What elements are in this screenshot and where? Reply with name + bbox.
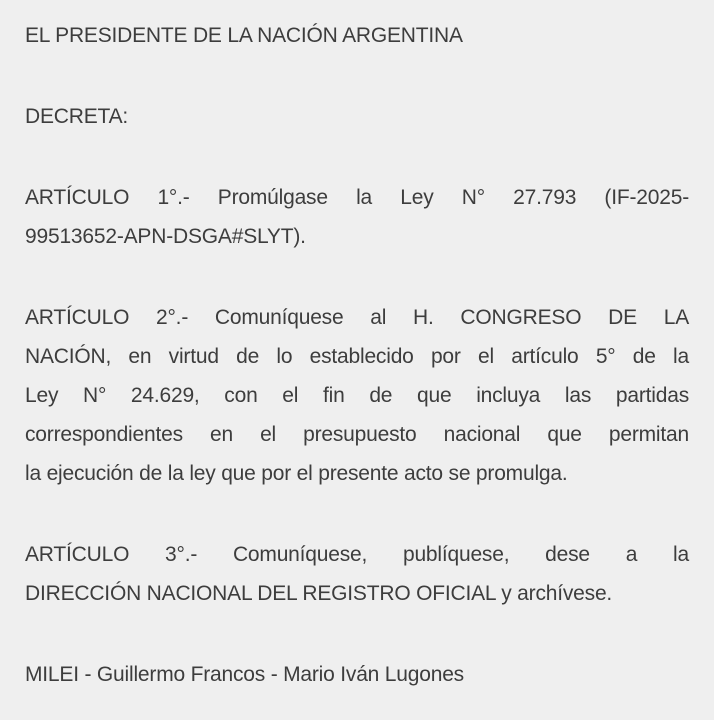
- article-2-line-4: correspondientes en el presupuesto nacional que permitan: [25, 423, 689, 446]
- article-1-paragraph: [25, 178, 689, 256]
- document-title: EL PRESIDENTE DE LA NACIÓN ARGENTINA: [25, 24, 463, 47]
- article-3-line-2: DIRECCIÓN NACIONAL DEL REGISTRO OFICIAL y archívese.: [25, 582, 613, 605]
- article-1-line-2: 99513652-APN-DSGA#SLYT).: [25, 225, 306, 248]
- article-2-line-2: NACIÓN, en virtud de lo establecido por el artículo 5° de la: [25, 345, 689, 368]
- article-2-line-1: ARTÍCULO 2°.- Comuníquese al H. CONGRESO DE LA: [25, 306, 689, 329]
- article-2-paragraph: [25, 298, 689, 493]
- article-2-line-5: la ejecución de la ley que por el presente acto se promulga.: [25, 462, 568, 485]
- document-title-block: [25, 16, 689, 55]
- decree-heading-block: [25, 97, 689, 136]
- signature-line: MILEI - Guillermo Francos - Mario Iván Lugones: [25, 663, 464, 686]
- article-3-line-1: ARTÍCULO 3°.- Comuníquese, publíquese, dese a la: [25, 543, 689, 566]
- article-1-line-1: ARTÍCULO 1°.- Promúlgase la Ley N° 27.793 (IF-2025-: [25, 186, 689, 209]
- decree-heading: DECRETA:: [25, 105, 129, 128]
- article-2-line-3: Ley N° 24.629, con el fin de que incluya las partidas: [25, 384, 689, 407]
- signature-block: [25, 655, 689, 694]
- article-3-paragraph: [25, 535, 689, 613]
